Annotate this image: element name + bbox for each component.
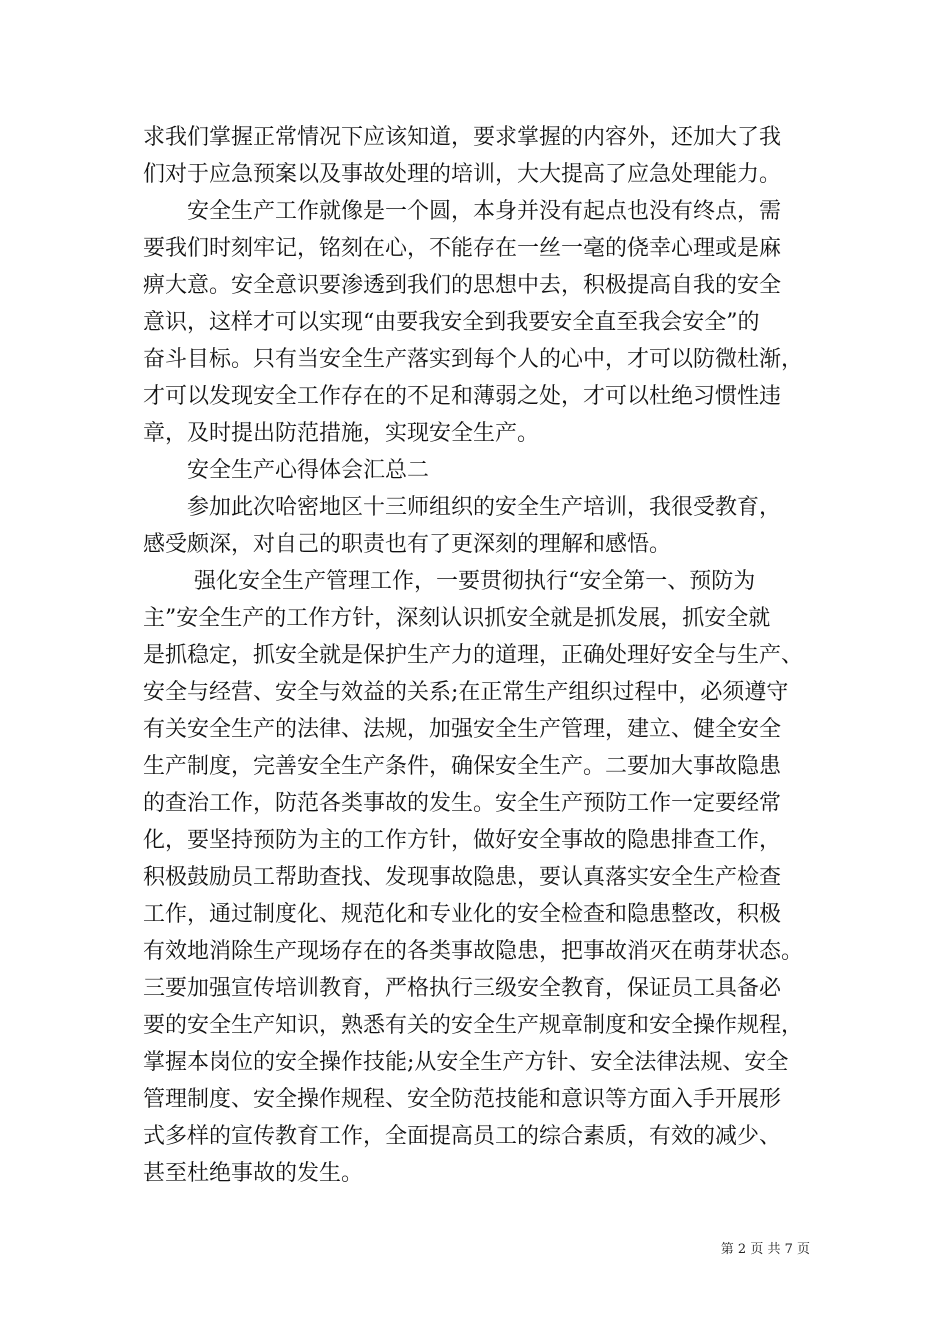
text-line: 安全与经营、安全与效益的关系;在正常生产组织过程中，必须遵守 [143,680,789,705]
text-line: 管理制度、安全操作规程、安全防范技能和意识等方面入手开展形 [143,1087,782,1112]
text-line: 化，要坚持预防为主的工作方针，做好安全事故的隐患排查工作， [143,828,782,853]
text-line: 求我们掌握正常情况下应该知道，要求掌握的内容外，还加大了我 [143,125,782,150]
text-line: 工作，通过制度化、规范化和专业化的安全检查和隐患整改，积极 [143,902,782,927]
text-line: 的查治工作，防范各类事故的发生。安全生产预防工作一定要经常 [143,791,782,816]
text-line: 有关安全生产的法律、法规，加强安全生产管理，建立、健全安全 [143,717,782,742]
text-line: 才可以发现安全工作存在的不足和薄弱之处，才可以杜绝习惯性违 [143,384,782,409]
text-line: 是抓稳定，抓安全就是保护生产力的道理，正确处理好安全与生产、 [143,643,804,668]
text-line: 三要加强宣传培训教育，严格执行三级安全教育，保证员工具备必 [143,976,782,1001]
page-indicator: 第 2 页 共 7 页 [720,1242,810,1257]
text-line: 们对于应急预案以及事故处理的培训，大大提高了应急处理能力。 [143,162,782,187]
text-line: 积极鼓励员工帮助查找、发现事故隐患，要认真落实安全生产检查 [143,865,782,890]
text-line: 意识，这样才可以实现“由要我安全到我要安全直至我会安全”的 [143,310,760,335]
text-line: 痹大意。安全意识要渗透到我们的思想中去，积极提高自我的安全 [143,273,782,298]
text-line: 生产制度，完善安全生产条件，确保安全生产。二要加大事故隐患 [143,754,782,779]
section-heading: 安全生产心得体会汇总二 [143,458,430,483]
text-line: 感受颇深，对自己的职责也有了更深刻的理解和感悟。 [143,532,672,557]
text-line: 掌握本岗位的安全操作技能;从安全生产方针、安全法律法规、安全 [143,1050,789,1075]
text-line: 要我们时刻牢记，铭刻在心，不能存在一丝一毫的侥幸心理或是麻 [143,236,782,261]
text-line: 强化安全生产管理工作，一要贯彻执行“安全第一、预防为 [143,569,756,594]
text-line: 有效地消除生产现场存在的各类事故隐患，把事故消灭在萌芽状态。 [143,939,804,964]
text-line: 甚至杜绝事故的发生。 [143,1161,364,1186]
text-line: 要的安全生产知识，熟悉有关的安全生产规章制度和安全操作规程， [143,1013,804,1038]
text-line: 安全生产工作就像是一个圆，本身并没有起点也没有终点，需 [143,199,782,224]
text-line: 参加此次哈密地区十三师组织的安全生产培训，我很受教育， [143,495,782,520]
text-line: 主”安全生产的工作方针，深刻认识抓安全就是抓发展，抓安全就 [143,606,771,631]
text-line: 章，及时提出防范措施，实现安全生产。 [143,421,540,446]
text-line: 式多样的宣传教育工作，全面提高员工的综合素质，有效的减少、 [143,1124,782,1149]
text-line: 奋斗目标。只有当安全生产落实到每个人的心中，才可以防微杜渐， [143,347,804,372]
